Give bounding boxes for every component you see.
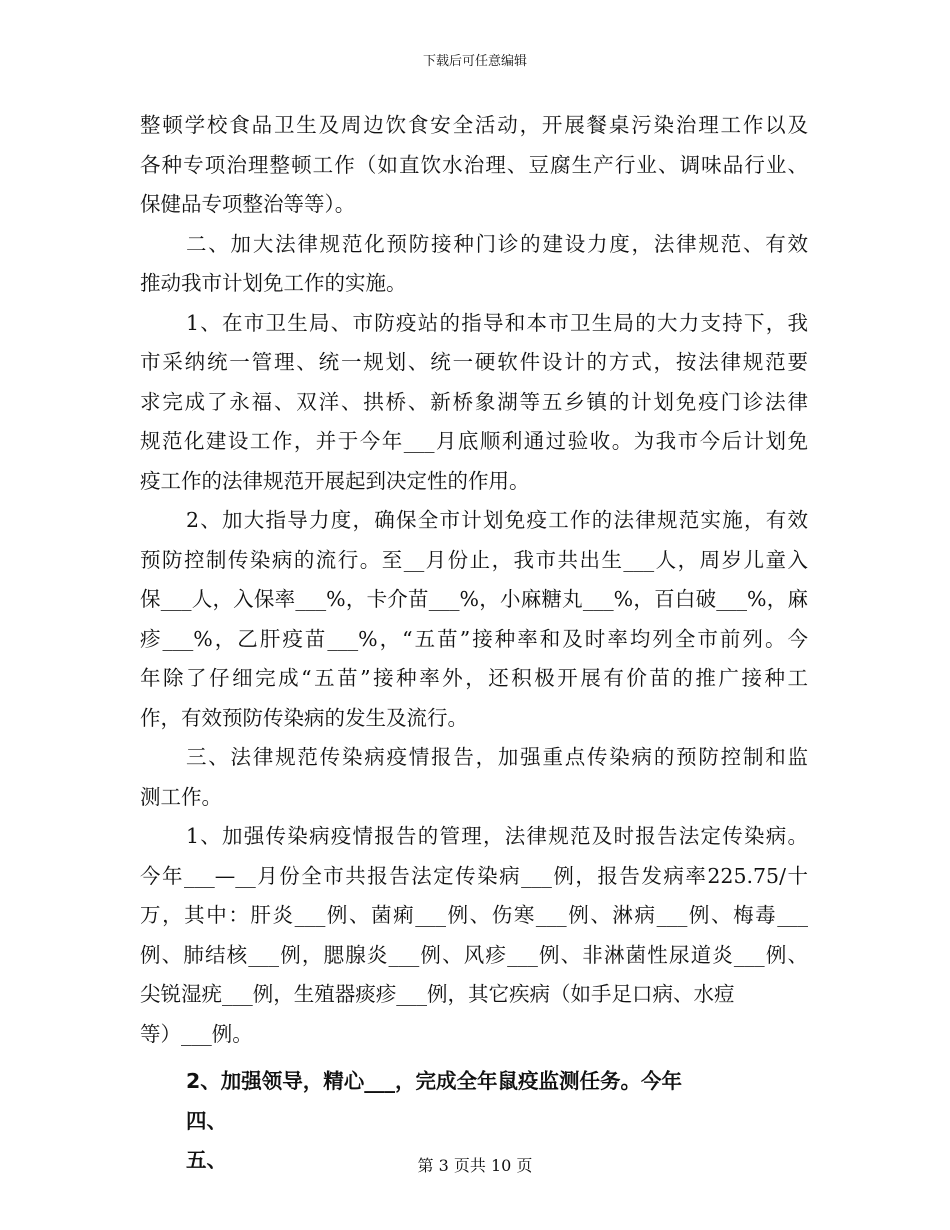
body-line: 等）___例。	[140, 1021, 253, 1046]
body-line: 推动我市计划免工作的实施。	[140, 271, 407, 295]
body-line: 疹___%，乙肝疫苗___%，“五苗”接种率和及时率均列全市前列。今	[140, 626, 808, 651]
body-line: 尖锐湿疣___例，生殖器痰疹___例，其它疾病（如手足口病、水痘	[140, 982, 735, 1006]
body-line: 求完成了永福、双洋、拱桥、新桥象湖等五乡镇的计划免疫门诊法律	[140, 389, 808, 414]
body-line: 各种专项治理整顿工作（如直饮水治理、豆腐生产行业、调味品行业、	[140, 152, 808, 177]
body-line: 预防控制传染病的流行。至__月份止，我市共出生___人，周岁儿童入	[140, 547, 808, 572]
body-line: 保健品专项整治等等）。	[140, 192, 356, 216]
page-header: 下载后可任意编辑	[422, 54, 527, 69]
body-line: 整顿学校食品卫生及周边饮食安全活动，开展餐桌污染治理工作以及	[140, 113, 808, 137]
body-line: 作，有效预防传染病的发生及流行。	[140, 705, 468, 730]
body-line: 今年___—__月份全市共报告法定传染病___例，报告发病率225.75/十	[140, 863, 808, 888]
body-line: 年除了仔细完成“五苗”接种率外，还积极开展有价苗的推广接种工	[140, 666, 808, 690]
body-line: 规范化建设工作，并于今年___月底顺利通过验收。为我市今后计划免	[140, 429, 808, 453]
body-line: 测工作。	[140, 784, 222, 809]
section-heading-four: 四、	[186, 1108, 227, 1133]
section-heading-five: 五、	[186, 1148, 227, 1172]
paragraph-gap	[140, 1054, 808, 1062]
body-line: 保___人，入保率___%，卡介苗___%，小麻糖丸___%，百白破___%，麻	[140, 587, 808, 611]
body-line: 2、加大指导力度，确保全市计划免疫工作的法律规范实施，有效	[186, 508, 808, 532]
section-heading-line: 二、加大法律规范化预防接种门诊的建设力度，法律规范、有效	[186, 231, 808, 256]
body-line: 万，其中：肝炎___例、菌痢___例、伤寒___例、淋病___例、梅毒___	[140, 903, 808, 927]
body-line: 疫工作的法律规范开展起到决定性的作用。	[140, 468, 530, 493]
page-number-footer: 第 3 页共 10 页	[417, 1156, 533, 1175]
bold-item-line: 2、加强领导，精心___，完成全年鼠疫监测任务。今年	[186, 1069, 683, 1093]
section-heading-line: 三、法律规范传染病疫情报告，加强重点传染病的预防控制和监	[186, 745, 808, 769]
document-body	[140, 106, 808, 1181]
body-line: 例、肺结核___例，腮腺炎___例、风疹___例、非淋菌性尿道炎___例、	[140, 942, 808, 967]
body-line: 1、加强传染病疫情报告的管理，法律规范及时报告法定传染病。	[186, 824, 808, 848]
body-line: 市采纳统一管理、统一规划、统一硬软件设计的方式，按法律规范要	[140, 350, 808, 374]
body-line: 1、在市卫生局、市防疫站的指导和本市卫生局的大力支持下，我	[186, 310, 808, 335]
